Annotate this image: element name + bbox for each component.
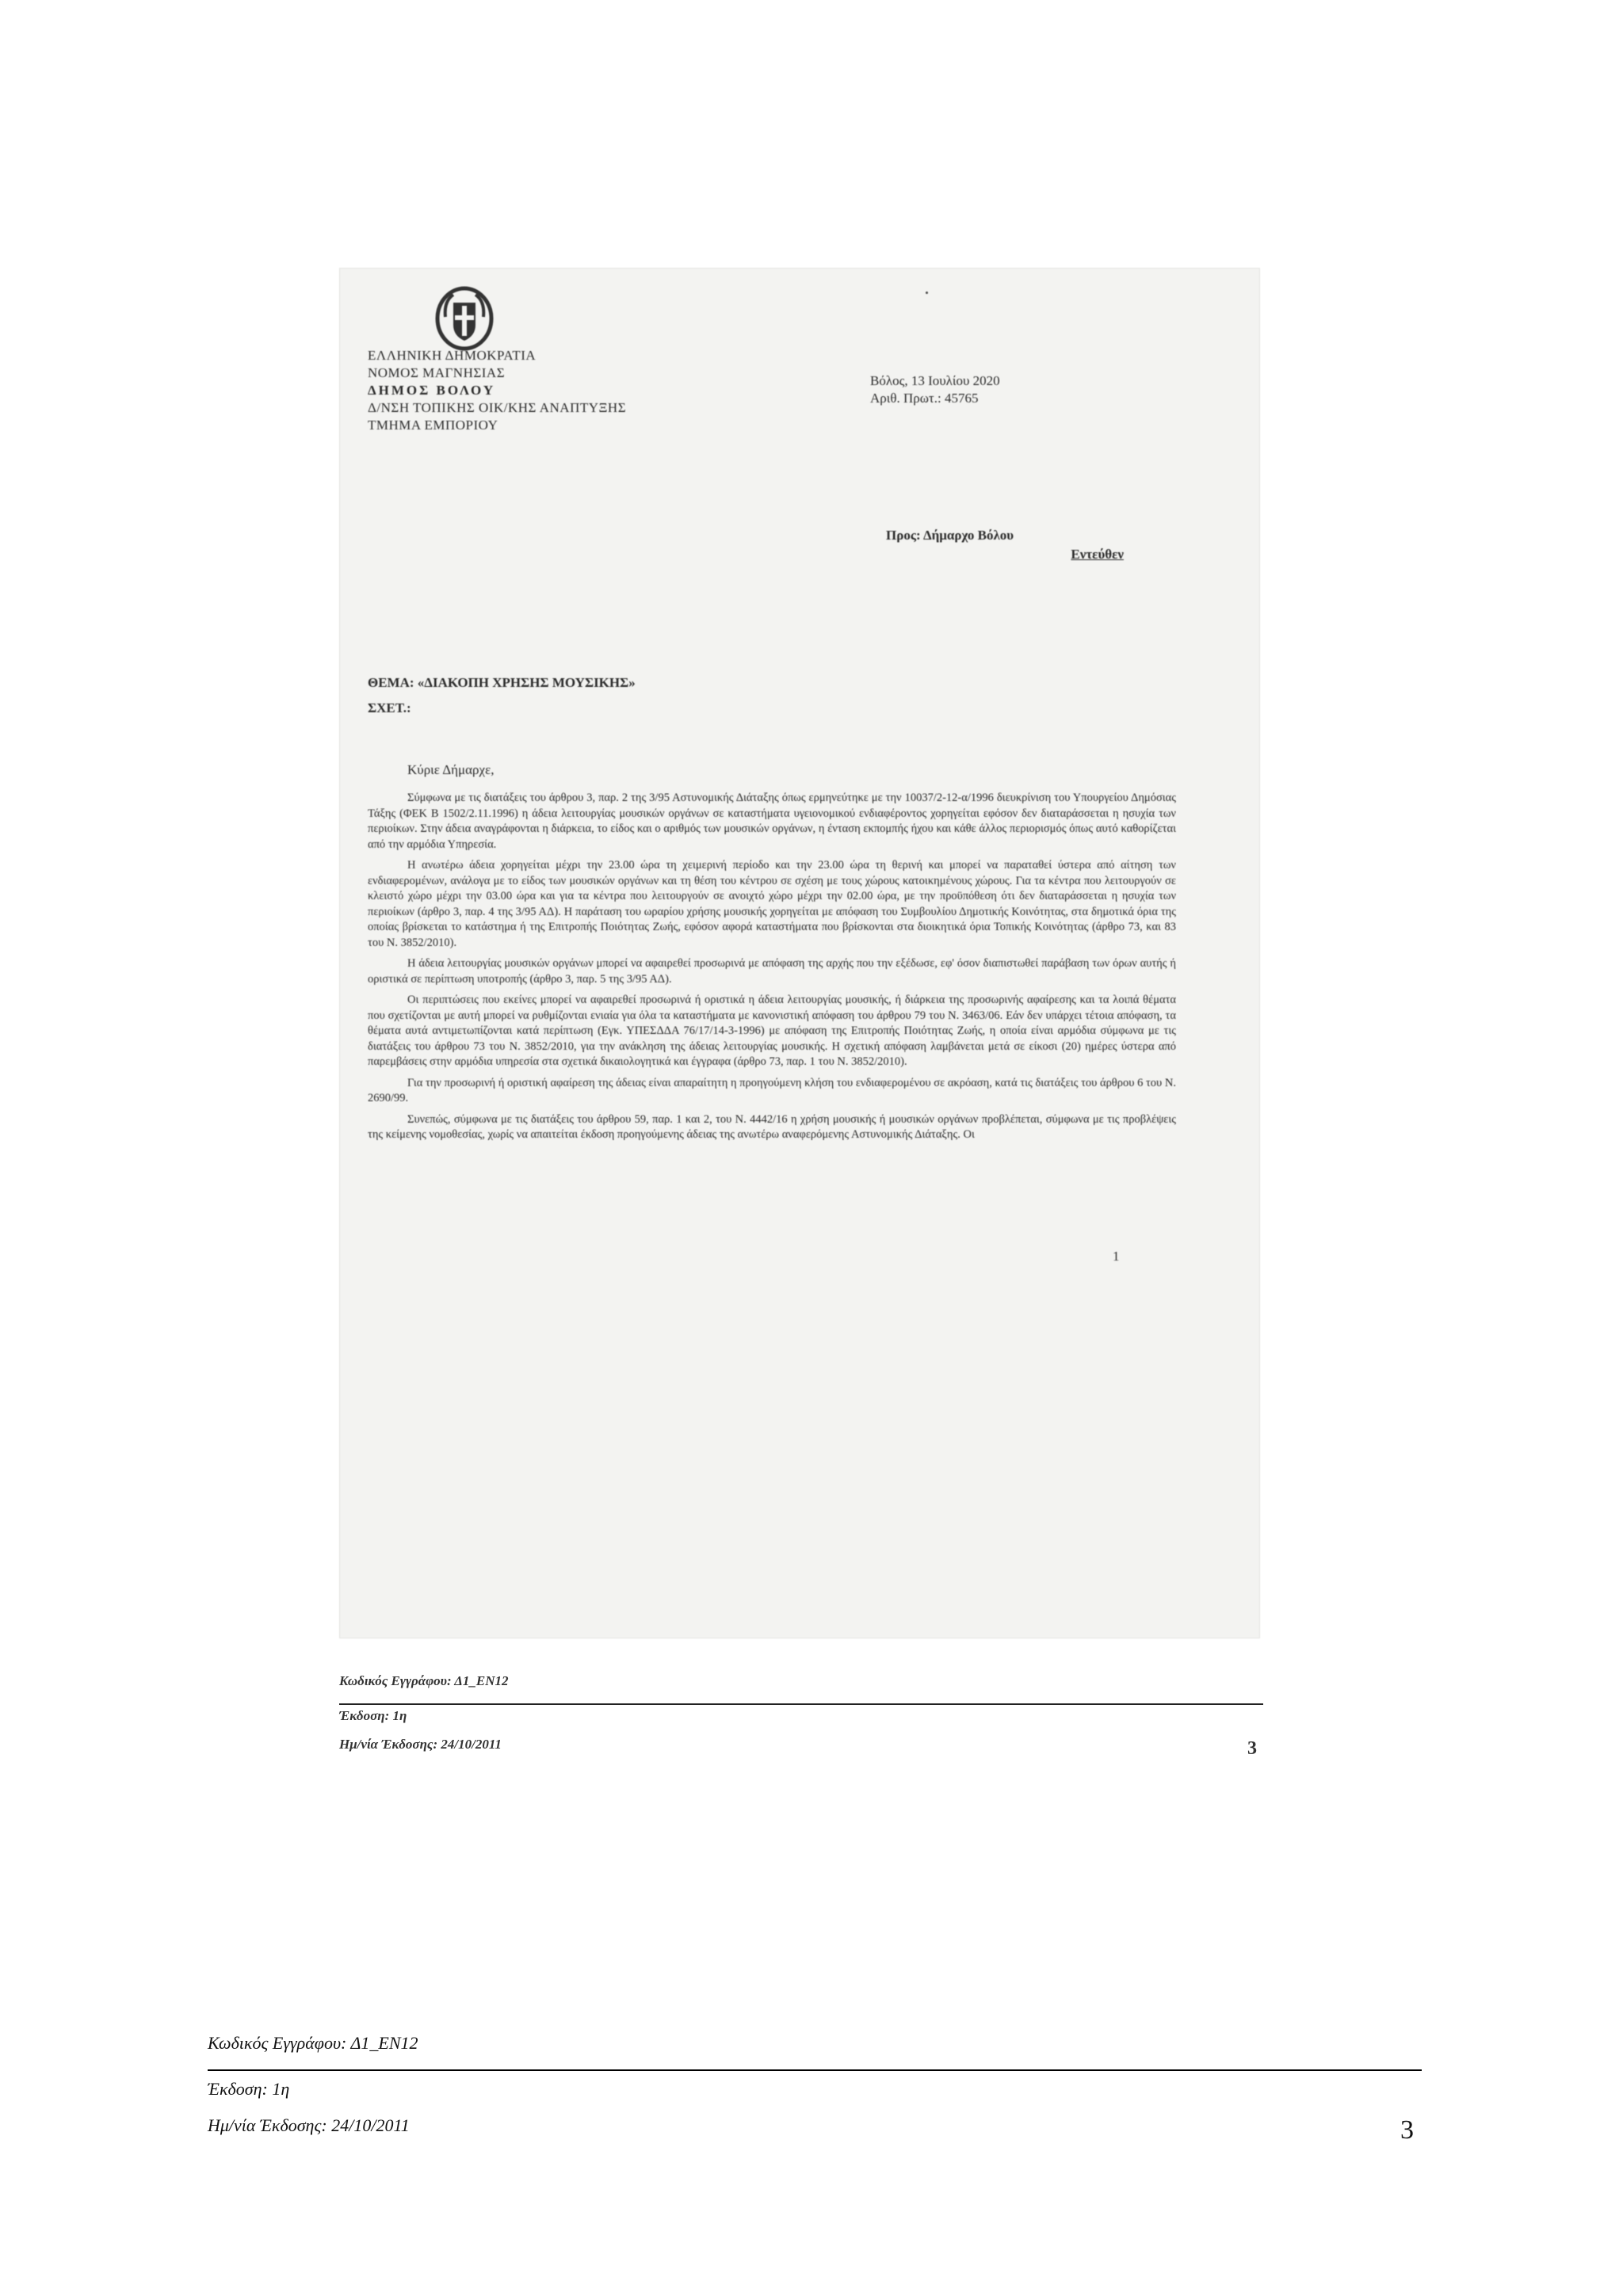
scanned-footer-code: Κωδικός Εγγράφου: Δ1_ΕΝ12 — [339, 1673, 509, 1688]
scanned-footer-page: 3 — [1247, 1738, 1257, 1759]
document-code: Κωδικός Εγγράφου: Δ1_ΕΝ12 — [208, 2033, 418, 2053]
subject-block — [368, 670, 636, 721]
scan-speck — [926, 292, 928, 294]
letter-body — [368, 791, 1176, 1149]
body-paragraph: Για την προσωρινή ή οριστική αφαίρεση της άδειας είναι απαραίτητη η προηγούμενη κλήση του ενδιαφερομένου σε ακρόαση, κατά τις διατάξεις του άρθρου 6 του Ν. 2690/99. — [368, 1076, 1176, 1104]
body-paragraph: Συνεπώς, σύμφωνα με τις διατάξεις του άρθρου 59, παρ. 1 και 2, του Ν. 4442/16 η χρήση μουσικής ή μουσικών οργάνων προβλέπεται, σύμφωνα με τις προβλέψεις της κείμενης νομοθεσίας, χωρίς να απαιτείται έκδοση προηγούμενης άδειας της ανωτέρω αναφερόμενης Αστυνομικής Διάταξης. Οι — [368, 1112, 1176, 1141]
body-paragraph: Οι περιπτώσεις που εκείνες μπορεί να αφαιρεθεί προσωρινά ή οριστικά η άδεια λειτουργίας μουσικής, ή διάρκεια της προσωρινής αφαίρεσης και τα λοιπά θέματα που σχετίζονται με αυτή μπορεί να ρυθμίζονται ενιαία για όλα τα καταστήματα με κανονιστική απόφαση του άρθρου 79 του Ν. 3463/06. Εάν δεν υπάρχει τέτοια απόφαση, τα θέματα αυτά αντιμετωπίζονται κατά περίπτωση (Εγκ. ΥΠΕΣΔΔΑ 76/17/14-3-1996) με απόφαση της Επιτροπής Ποιότητας Ζωής, η οποία είναι αρμόδια σύμφωνα με τις διατάξεις του άρθρου 73 του Ν. 3852/2010, για την ανάκληση της άδειας λειτουργίας μουσικής. Η σχετική απόφαση λαμβάνεται μετά σε είκοσι (20) ημέρες ύστερα από παρεμβάσεις στην αρμόδια υπηρεσία στα σχετικά δικαιολογητικά και έγγραφα (άρθρο 73, παρ. 1 του Ν. 3852/2010). — [368, 994, 1176, 1068]
header-line: ΤΜΗΜΑ ΕΜΠΟΡΙΟΥ — [368, 418, 498, 433]
footer-rule — [208, 2069, 1422, 2071]
scanned-footer-rule — [339, 1703, 1263, 1705]
letter-header-left — [368, 347, 626, 434]
header-line: Δ/ΝΣΗ ΤΟΠΙΚΗΣ ΟΙΚ/ΚΗΣ ΑΝΑΠΤΥΞΗΣ — [368, 400, 627, 415]
header-line: ΔΗΜΟΣ ΒΟΛΟΥ — [368, 383, 496, 398]
subject-line: ΘΕΜΑ: «ΔΙΑΚΟΠΗ ΧΡΗΣΗΣ ΜΟΥΣΙΚΗΣ» — [368, 675, 636, 690]
scanned-letter — [339, 268, 1260, 1638]
salutation: Κύριε Δήμαρχε, — [407, 762, 495, 777]
body-paragraph: Η ανωτέρω άδεια χορηγείται μέχρι την 23.00 ώρα τη χειμερινή περίοδο και την 23.00 ώρα τη θερινή και μπορεί να παραταθεί ύστερα από αίτηση των ενδιαφερομένων, ανάλογα με το είδος των μουσικών οργάνων και τη θέση του κέντρου σε σχέση με τους χώρους κατοικημένους χώρους. Για τα κέντρα που λειτουργούν σε κλειστό χώρο μέχρι την 03.00 ώρα και για τα κέντρα που λειτουργούν σε ανοιχτό χώρο μέχρι την 02.00 ώρα, με την προϋπόθεση ότι δεν διαταράσσεται η ησυχία των περιοίκων (άρθρο 3, παρ. 4 της 3/95 ΑΔ). Η παράταση του ωραρίου χρήσης μουσικής χορηγείται με απόφαση του Συμβουλίου Δημοτικής Κοινότητας, στα δημοτικά όρια της οποίας βρίσκεται το κατάστημα ή της Επιτροπής Ποιότητας Ζωής, εφόσον αφορά καταστήματα που βρίσκονται στα διοικητικά όρια Τοπικής Κοινότητας (άρθρο 73, και 83 του Ν. 3852/2010). — [368, 859, 1176, 949]
recipient-label: Προς: Δήμαρχο Βόλου — [886, 528, 1014, 543]
body-paragraph: Η άδεια λειτουργίας μουσικών οργάνων μπορεί να αφαιρεθεί προσωρινά με απόφαση της αρχής που την εξέδωσε, εφ' όσον διαπιστωθεί παράβαση των όρων αυτής ή οριστικά σε περίπτωση υποτροπής (άρθρο 3, παρ. 5 της 3/95 ΑΔ). — [368, 957, 1176, 986]
header-line: ΝΟΜΟΣ ΜΑΓΝΗΣΙΑΣ — [368, 365, 506, 380]
edition: Έκδοση: 1η — [208, 2079, 290, 2099]
recipient-sub: Εντεύθεν — [1071, 547, 1124, 562]
letter-page-number: 1 — [1113, 1249, 1120, 1264]
page-number: 3 — [1400, 2115, 1414, 2145]
body-paragraph: Σύμφωνα με τις διατάξεις του άρθρου 3, παρ. 2 της 3/95 Αστυνομικής Διάταξης όπως ερμηνεύτηκε με την 10037/2-12-α/1996 διευκρίνιση του Υπουργείου Δημόσιας Τάξης (ΦΕΚ Β 1502/2.11.1996) η άδεια λειτουργίας μουσικών οργάνων σε καταστήματα υγειονομικού ενδιαφέροντος χορηγείται εφόσον δεν διαταράσσεται η ησυχία των περιοίκων. Στην άδεια αναγράφονται η διάρκεια, το είδος και ο αριθμός των μουσικών οργάνων, η ένταση εκπομπής ήχου και κάθε άλλος περιορισμός όπως αυτό καθορίζεται από την αρμόδια Υπηρεσία. — [368, 791, 1176, 851]
header-line: ΕΛΛΗΝΙΚΗ ΔΗΜΟΚΡΑΤΙΑ — [368, 348, 537, 363]
scanned-footer-date: Ημ/νία Έκδοσης: 24/10/2011 — [339, 1737, 502, 1752]
greek-coat-of-arms-icon — [434, 285, 495, 352]
recipient — [886, 526, 1124, 564]
scanned-footer-edition: Έκδοση: 1η — [339, 1708, 407, 1723]
place-date: Βόλος, 13 Ιουλίου 2020 — [870, 373, 1000, 388]
reference-line: ΣΧΕΤ.: — [368, 700, 411, 715]
issue-date: Ημ/νία Έκδοσης: 24/10/2011 — [208, 2115, 410, 2135]
protocol-number: Αριθ. Πρωτ.: 45765 — [870, 391, 979, 406]
letter-header-right — [870, 372, 1000, 407]
